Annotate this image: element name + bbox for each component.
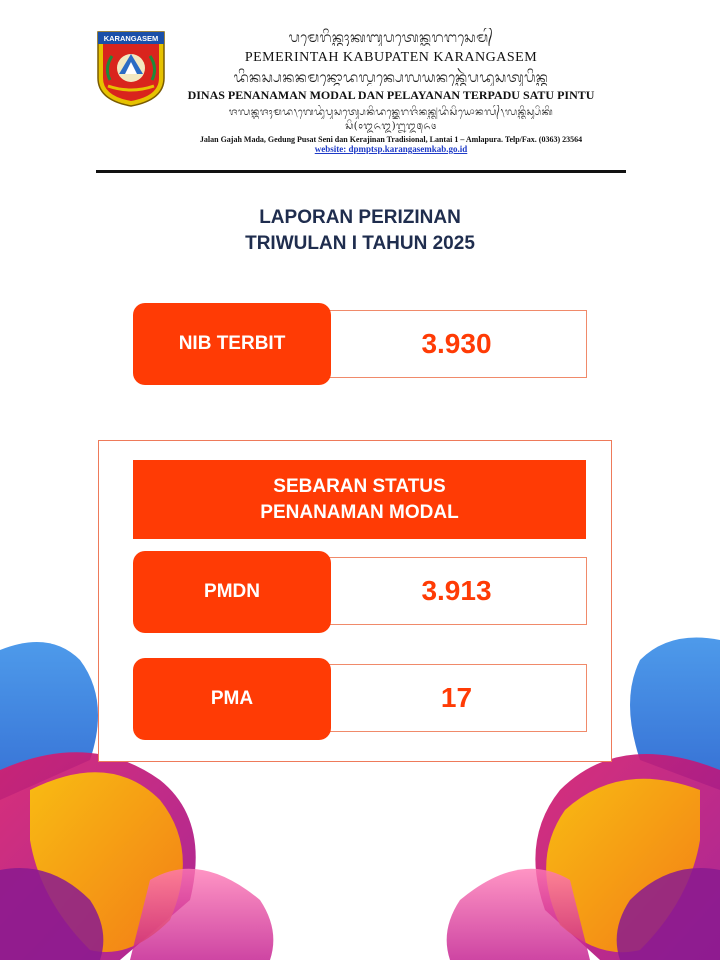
distribution-title-line-1: SEBARAN STATUS xyxy=(273,475,446,497)
report-title-line-1: LAPORAN PERIZINAN xyxy=(259,207,461,228)
balinese-script-line-4: ᬲᬶ(᭐᭓᭖᭓)᭒᭓᭕᭖᭔ xyxy=(345,121,437,132)
pma-value: 17 xyxy=(440,682,473,713)
distribution-banner xyxy=(133,460,586,539)
logo-text: KARANGASEM xyxy=(103,34,159,43)
pma-label-pill xyxy=(133,658,331,740)
agency-name: DINAS PENANAMAN MODAL DAN PELAYANAN TERPADU SATU PINTU xyxy=(187,88,595,102)
letterhead-divider xyxy=(96,170,626,173)
nib-value-box xyxy=(326,310,587,378)
nib-label: NIB TERBIT xyxy=(178,333,286,354)
office-address: Jalan Gajah Mada, Gedung Pusat Seni dan Kerajinan Tradisional, Lantai 1 – Amlapura. Telp/Fax. (0363) 23564 xyxy=(199,135,583,144)
report-title xyxy=(0,205,720,257)
pmdn-label: PMDN xyxy=(204,581,260,602)
government-name: PEMERINTAH KABUPATEN KARANGASEM xyxy=(244,50,538,65)
website-link[interactable]: website: dpmptsp.karangasemkab.go.id xyxy=(314,144,468,154)
pmdn-value: 3.913 xyxy=(421,575,492,606)
pmdn-label-pill xyxy=(133,551,331,633)
balinese-script-line-3: ᬚᬮᬦ᭄ᬕᬚᬄᬫᬤ᭞ᬕᬾᬤᬸᬂᬧᬸᬲᬢ᭄ᬲᬾᬦᬶᬤᬦ᭄ᬓᬾᬭᬚᬶᬦᬦ᭄ᬢ᭄ᬭᬤᬶᬲᬶᬬᭀᬦᬮ᭄᭞ᬮᬦ᭄ᬢᬶᬲ᭄ᬲᬶᬓᬶ xyxy=(228,107,554,118)
pma-label: PMA xyxy=(210,688,254,709)
pma-value-box xyxy=(326,664,587,732)
balinese-script-line-2: ᬤᬶᬦᬲ᭄ᬧᬦᬦᬫᬦ᭄ᬫᭀᬤᬮ᭄ᬤᬦ᭄ᬧᬾᬮᬬᬦᬦ᭄ᬢᬾᬃᬧᬤᬸᬲᬢᬸᬧᬶᬦ᭄ᬢᬸ xyxy=(233,70,549,86)
report-title-line-2: TRIWULAN I TAHUN 2025 xyxy=(245,233,475,254)
nib-value: 3.930 xyxy=(421,328,492,359)
pmdn-value-box xyxy=(326,557,587,625)
nib-label-pill xyxy=(133,303,331,385)
letterhead-text xyxy=(156,24,626,154)
distribution-title-line-2: PENANAMAN MODAL xyxy=(260,501,459,523)
letterhead xyxy=(94,24,626,176)
balinese-script-line-1: ᬧᬫᬾᬭᬶᬦ᭄ᬢᬄᬓᬩᬸᬧᬢᬾᬦ᭄ᬓᬭᬗᬲᬾᬫ᭄ xyxy=(288,30,494,46)
